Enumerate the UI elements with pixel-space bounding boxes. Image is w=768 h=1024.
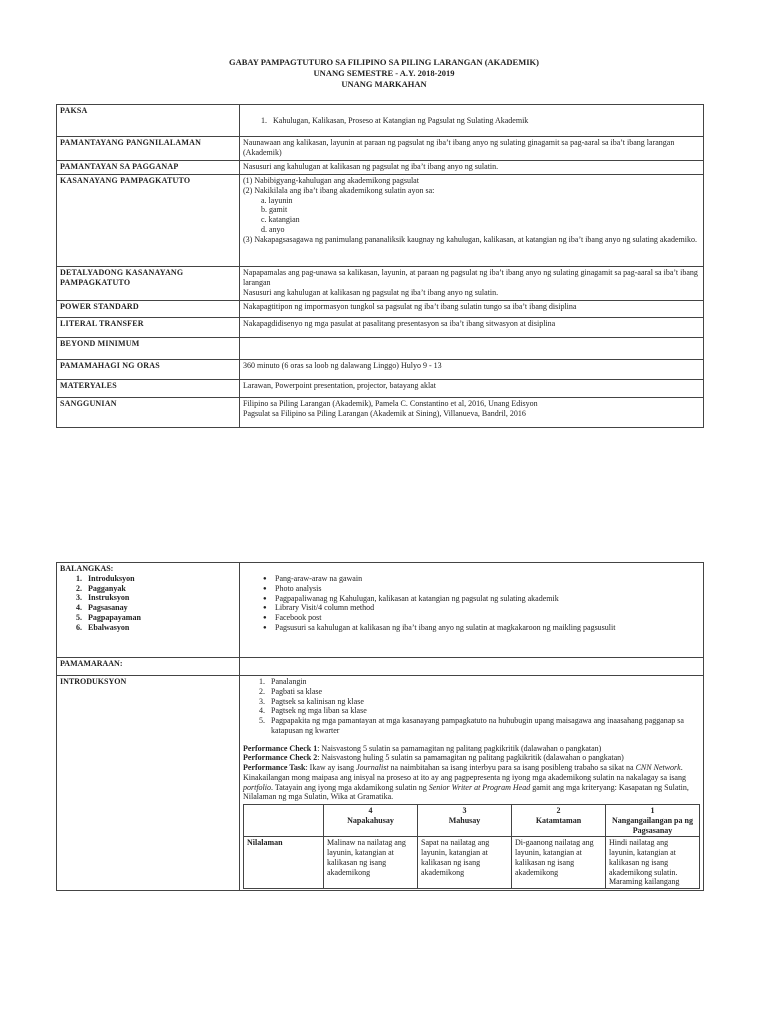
semester-line: UNANG SEMESTRE - A.Y. 2018-2019 bbox=[313, 68, 455, 78]
pamamaraan-value bbox=[240, 658, 704, 676]
rubric-header-row bbox=[244, 805, 700, 837]
introduksyon-content bbox=[240, 676, 704, 891]
activity-item: ● Photo analysis bbox=[259, 584, 700, 594]
kasanayan-subitem: d. anyo bbox=[261, 224, 285, 234]
detalyado-label-line-2: PAMPAGKATUTO bbox=[60, 277, 131, 287]
balangkas-list bbox=[60, 574, 236, 633]
pangnilalaman-label: PAMANTAYANG PANGNILALAMAN bbox=[57, 137, 240, 161]
performance-task: Performance Task: Ikaw ay isang Journalist na naimbitahan sa isang interbyu para sa isang posibleng trabaho sa sikat na CNN Network. Kinakailangan mong maipasa ang inisyal na proseso at ito ay ang pagpepresenta ng iyong mga akademikong sulatin na nakalagay sa isang portfolio. Tatayain ang iyong mga akdamikong sulatin ng Senior Writer at Program Head gamit ang mga kriteryang: Kasapatan ng Sulatin, Nilalaman ng mga Sulatin, Wika at Gramatika. bbox=[243, 763, 689, 802]
introduksyon-steps bbox=[243, 677, 700, 736]
balangkas-item: 5. Pagpapayaman bbox=[76, 612, 141, 622]
pangnilalaman-value: Naunawaan ang kalikasan, layunin at paraan ng pagsulat ng iba’t ibang anyo ng sulating ginagamit sa pag-aaral sa iba’t ibang larangan (Akademik) bbox=[240, 137, 704, 161]
row-sanggunian bbox=[57, 398, 704, 428]
paksa-item-text: Kahulugan, Kalikasan, Proseso at Katangian ng Pagsulat ng Sulating Akademik bbox=[273, 116, 529, 125]
detalyado-value-1: Napapamalas ang pag-unawa sa kalikasan, layunin, at paraan ng pagsulat ng iba’t ibang anyo ng sulating ginagamit sa pag-aaral sa iba’t ibang larangan bbox=[243, 268, 698, 287]
rubric-cell: Hindi nailatag ang layunin, katangian at kalikasan ng isang akademikong sulatin. Maraming kailangang bbox=[606, 837, 700, 889]
activity-item: ● Pang-araw-araw na gawain bbox=[259, 574, 700, 584]
row-pagganap bbox=[57, 161, 704, 175]
rubric-cell: Sapat na nailatag ang layunin, katangian at kalikasan ng isang akademikong bbox=[418, 837, 512, 889]
performance-check-2: Performance Check 2: Naisvastong huling 5 sulatin sa pamamagitan ng palitang pagkikritik (dalawahan o pangkatan) bbox=[243, 753, 624, 763]
detalyado-value-2: Nasusuri ang kahulugan at kalikasan ng pagsulat ng iba’t ibang anyo ng sulatin. bbox=[243, 287, 499, 297]
lesson-info-table bbox=[56, 104, 704, 428]
power-standard-label: POWER STANDARD bbox=[57, 301, 240, 318]
kasanayan-sublist bbox=[243, 196, 700, 235]
pagganap-label: PAMANTAYAN SA PAGGANAP bbox=[57, 161, 240, 175]
sanggunian-label: SANGGUNIAN bbox=[57, 398, 240, 428]
row-beyond-minimum bbox=[57, 338, 704, 360]
quarter-line: UNANG MARKAHAN bbox=[341, 79, 427, 89]
kasanayan-subitem: a. layunin bbox=[261, 195, 293, 205]
activity-item: ● Facebook post bbox=[259, 613, 700, 623]
detalyado-value bbox=[240, 267, 704, 301]
row-pamamahagi-oras bbox=[57, 360, 704, 380]
activities-list bbox=[243, 574, 700, 633]
detalyado-label-line-1: DETALYADONG KASANAYANG bbox=[60, 268, 184, 277]
kasanayan-label: KASANAYANG PAMPAGKATUTO bbox=[57, 175, 240, 267]
intro-step: 2. Pagbati sa klase bbox=[259, 686, 323, 696]
intro-step: 4. Pagtsek ng mga liban sa klase bbox=[259, 706, 367, 716]
paksa-label: PAKSA bbox=[57, 105, 240, 137]
materyales-value: Larawan, Powerpoint presentation, projector, batayang aklat bbox=[240, 380, 704, 398]
balangkas-item: 3. Instruksyon bbox=[76, 593, 130, 603]
materyales-label: MATERYALES bbox=[57, 380, 240, 398]
pamamaraan-label: PAMAMARAAN: bbox=[57, 658, 240, 676]
intro-step: 3. Pagtsek sa kalinisan ng klase bbox=[259, 696, 364, 706]
rubric-row-nilalaman bbox=[244, 837, 700, 889]
row-kasanayan bbox=[57, 175, 704, 267]
document-title: GABAY PAMPAGTUTURO SA FILIPINO SA PILING LARANGAN (AKADEMIK) bbox=[228, 57, 540, 67]
balangkas-cell bbox=[57, 563, 240, 658]
rubric-table bbox=[243, 804, 700, 889]
balangkas-item: 1. Introduksyon bbox=[76, 573, 135, 583]
detalyado-label bbox=[57, 267, 240, 301]
kasanayan-line-2: (2) Nakikilala ang iba’t ibang akademikong sulatin ayon sa: bbox=[243, 185, 435, 195]
row-paksa bbox=[57, 105, 704, 137]
rubric-cell: Malinaw na nailatag ang layunin, katangian at kalikasan ng isang akademikong bbox=[324, 837, 418, 889]
lesson-procedure-table bbox=[56, 562, 704, 891]
paksa-value bbox=[240, 105, 704, 137]
balangkas-item: 6. Ebalwasyon bbox=[76, 622, 130, 632]
literal-transfer-label: LITERAL TRANSFER bbox=[57, 318, 240, 338]
power-standard-value: Nakapagtitipon ng impormasyon tungkol sa pagsulat ng iba’t ibang sulatin tungo sa iba’t ibang disiplina bbox=[240, 301, 704, 318]
row-materyales bbox=[57, 380, 704, 398]
document-header bbox=[0, 57, 768, 90]
kasanayan-line-1: (1) Nabibigyang-kahulugan ang akademikong pagsulat bbox=[243, 176, 419, 185]
row-power-standard bbox=[57, 301, 704, 318]
row-detalyado bbox=[57, 267, 704, 301]
row-literal-transfer bbox=[57, 318, 704, 338]
balangkas-item: 4. Pagsasanay bbox=[76, 603, 128, 612]
rubric-cell: Di-gaanong nailatag ang layunin, katangian at kalikasan ng isang akademikong bbox=[512, 837, 606, 889]
row-introduksyon bbox=[57, 676, 704, 891]
sanggunian-ref-1: Filipino sa Piling Larangan (Akademik), Pamela C. Constantino et al, 2016, Unang Edisyon bbox=[243, 399, 538, 408]
sanggunian-ref-2: Pagsulat sa Filipino sa Piling Larangan (Akademik at Sining), Villanueva, Bandril, 2016 bbox=[243, 408, 526, 418]
row-balangkas bbox=[57, 563, 704, 658]
beyond-minimum-label: BEYOND MINIMUM bbox=[57, 338, 240, 360]
oras-value: 360 minuto (6 oras sa loob ng dalawang Linggo) Hulyo 9 - 13 bbox=[240, 360, 704, 380]
intro-step: 1. Panalangin bbox=[259, 677, 307, 686]
activity-item: ● Pagpapaliwanag ng Kahulugan, kalikasan at katangian ng pagsulat ng sulating akademik bbox=[259, 594, 700, 604]
intro-step: 5. Pagpapakita ng mga pamantayan at mga kasanayang pampagkatuto na huhubugin upang maisagawa ang inaasahang pagganap sa katapusan ng kwarter bbox=[259, 716, 684, 735]
kasanayan-value bbox=[240, 175, 704, 267]
introduksyon-label: INTRODUKSYON bbox=[57, 676, 240, 891]
balangkas-item: 2. Pagganyak bbox=[76, 583, 126, 593]
balangkas-activities bbox=[240, 563, 704, 658]
row-pamamaraan bbox=[57, 658, 704, 676]
paksa-item-number: 1. bbox=[261, 116, 267, 125]
pagganap-value: Nasusuri ang kahulugan at kalikasan ng pagsulat ng iba’t ibang anyo ng sulatin. bbox=[240, 161, 704, 175]
kasanayan-line-3: (3) Nakapagsasagawa ng panimulang pananaliksik kaugnay ng kahulugan, kalikasan, at katangian ng iba’t ibang anyo ng sulating akademiko. bbox=[243, 234, 697, 244]
performance-check-1: Performance Check 1: Naisvastong 5 sulatin sa pamamagitan ng palitang pagkikritik (dalawahan o pangkatan) bbox=[243, 743, 602, 753]
sanggunian-value bbox=[240, 398, 704, 428]
oras-label: PAMAMAHAGI NG ORAS bbox=[57, 360, 240, 380]
literal-transfer-value: Nakapagdidisenyo ng mga pasulat at pasalitang presentasyon sa iba’t ibang sitwasyon at disiplina bbox=[240, 318, 704, 338]
beyond-minimum-value bbox=[240, 338, 704, 360]
rubric-corner bbox=[244, 805, 324, 837]
rubric-header-3: 3 Mahusay bbox=[418, 805, 512, 837]
kasanayan-subitem: c. katangian bbox=[261, 215, 300, 224]
rubric-header-1: 1 Nangangailangan pa ng Pagsasanay bbox=[606, 805, 700, 837]
activity-item: ● Pagsusuri sa kahulugan at kalikasan ng iba’t ibang anyo ng sulatin at magkakaroon ng maikling pagsusulit bbox=[259, 623, 700, 633]
rubric-header-2: 2 Katamtaman bbox=[512, 805, 606, 837]
balangkas-label: BALANGKAS: bbox=[60, 564, 114, 573]
rubric-header-4: 4 Napakahusay bbox=[324, 805, 418, 837]
rubric-row-label: Nilalaman bbox=[244, 837, 324, 889]
kasanayan-subitem: b. gamit bbox=[261, 205, 288, 215]
row-pangnilalaman bbox=[57, 137, 704, 161]
paksa-item bbox=[243, 106, 700, 126]
activity-item: ● Library Visit/4 column method bbox=[259, 603, 700, 613]
